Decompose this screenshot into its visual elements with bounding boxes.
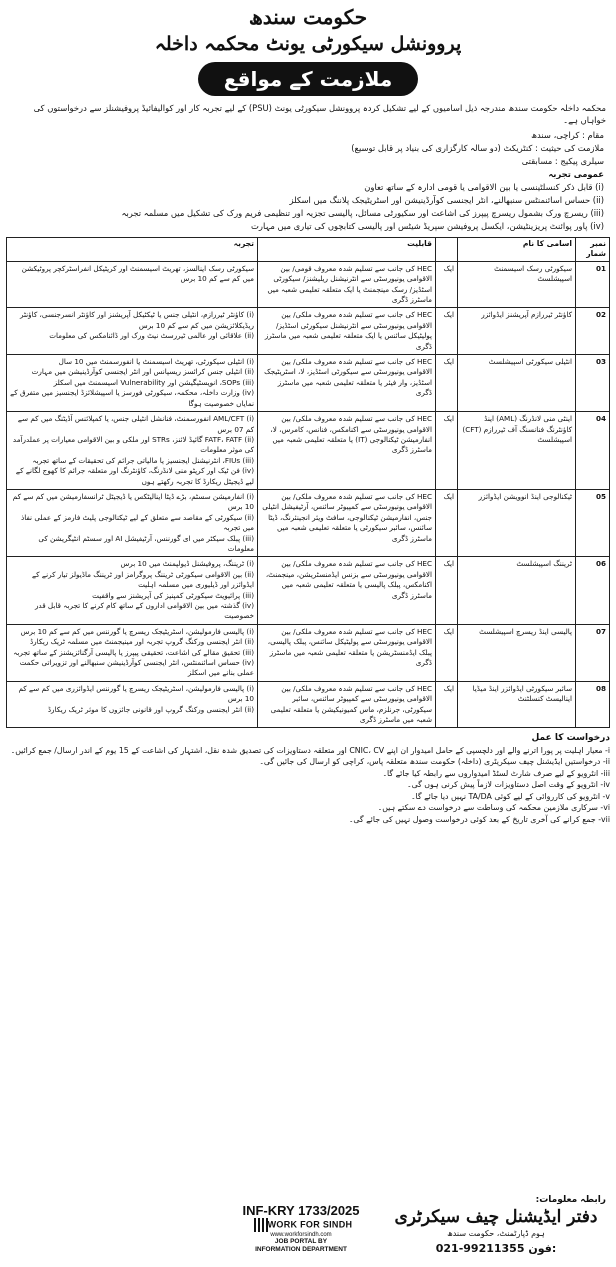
jobs-table [6,237,610,728]
row-post: ٹریننگ اسپیشلسٹ [458,557,576,624]
phone-label: فون: [528,1242,557,1255]
experience-line: (i) کاؤنٹر ٹیررازم، انٹیلی جنس یا ٹیکٹیکل آپریشنز اور کاؤنٹر انسرجنسی، کاؤنٹر ریڈیکلائزیشن میں کم سے کم 10 برس [20,310,254,330]
table-row [7,412,610,490]
job-portal-by: JOB PORTAL BY [274,1238,328,1245]
table-row [7,355,610,412]
job-salary: سیلری پیکیج : مسابقتی [521,156,604,166]
row-post: سیکورٹی رسک اسیسمنٹ اسپیشلسٹ [458,261,576,308]
row-count: ایک [436,412,458,490]
application-step: vii- جمع کرانے کی آخری تاریخ کے بعد کوئی درخواست وصول نہیں کی جائے گی۔ [348,814,610,824]
application-title: درخواست کا عمل [531,733,610,744]
government-title: حکومت سندھ [248,5,368,29]
row-experience [7,489,258,556]
row-qualification: HEC کی جانب سے تسلیم شدہ معروف قومی/ بین الاقوامی یونیورسٹی سے انٹرنیشنل ریلیشنز/ سیکورٹی اسٹڈیز/ رسک مینجمنٹ یا ایک متعلقہ تعلیمی شعبہ میں ماسٹرز ڈگری [258,261,436,308]
row-count: ایک [436,355,458,412]
application-step: vi- سرکاری ملازمین محکمہ کی وساطت سے درخواست دے سکتے ہیں۔ [377,803,610,813]
application-process [6,733,610,825]
contact-office: دفتر ایڈیشنل چیف سیکرٹری [394,1207,598,1227]
row-experience [7,412,258,490]
row-post: اینٹی منی لانڈرنگ (AML) اینڈ کاؤنٹرنگ فنانسنگ آف ٹیررازم (CFT) اسپیشلسٹ [458,412,576,490]
general-experience-1: (i) قابل ذکر کنسلٹینسی یا بین الاقوامی یا قومی ادارہ کے ساتھ تعاون [364,182,604,192]
experience-line: (ii) سیکورٹی کے مقاصد سے متعلق کے لیے ٹیکنالوجی پلیٹ فارمز کے عملی نفاذ میں تجربہ [21,512,254,533]
contact-label: رابطہ معلومات: [535,1195,606,1205]
application-step: i- معیار اہلیت پر پورا اترنے والے اور دلچسپی کے حامل امیدوار ان اپنے CNIC، CV اور متعلقہ دستاویزات کی تصدیق شدہ نقل، اشتہار کی اشاعت کے 15 یوم کے اندر ارسال/ جمع کرائیں۔ [10,745,610,755]
experience-line: (iii) SOPs، انویسٹیگیشن اور Vulnerability اسیسمنٹ میں اسکلز [53,377,254,387]
row-qualification: HEC کی جانب سے تسلیم شدہ معروف ملکی/ بین الاقوامی یونیورسٹی سے اکنامکس، فنانس، کامرس، لا، انفارمیشن ٹیکنالوجی (IT) یا متعلقہ تعلیمی شعبہ میں ماسٹرز ڈگری [258,412,436,490]
experience-line: (ii) علاقائی اور عالمی ٹیررسٹ نیٹ ورک اور ڈائنامکس کی معلومات [49,331,254,341]
row-count: ایک [436,681,458,728]
advertisement-page [6,4,610,1259]
header-count [436,238,458,262]
experience-line: (ii) انٹر ایجنسی ورکنگ گروپ اور قانونی جائزوں کا موثر ٹریک ریکارڈ [47,704,254,714]
header-num: نمبر شمار [576,238,610,262]
row-qualification: HEC کی جانب سے تسلیم شدہ معروف ملکی/ بین الاقوامی یونیورسٹی سے پولیٹیکل سائنس، پبلک پالیسی، پبلک ایڈمنسٹریشن یا متعلقہ تعلیمی شعبہ میں ماسٹرز ڈگری [258,624,436,681]
row-experience [7,308,258,355]
jobs-body [7,261,610,728]
information-department: INFORMATION DEPARTMENT [255,1245,347,1253]
table-row [7,308,610,355]
row-post: کاؤنٹر ٹیررازم آپریشنز ایڈوائزر [458,308,576,355]
experience-line: (ii) بین الاقوامی سیکورٹی ٹریننگ پروگرامز اور ٹریننگ ماڈیولز تیار کرنے کے ایڈوائزر اور ڈیلیوری میں مسلمہ اہلیت [31,569,254,590]
experience-line: (i) انفارمیشن سسٹم، بڑے ڈیٹا اینالیٹکس یا ڈیجیٹل ٹرانسفارمیشن میں کم سے کم 10 برس [12,491,254,512]
qr-code-icon [254,1218,268,1232]
experience-line: (iii) FIUs، انٹرنیشنل ایجنسیز یا مالیاتی جرائم کی تحقیقات کے ساتھ تجربہ [32,455,254,465]
row-experience [7,557,258,624]
experience-line: (iii) پرائیویٹ سیکورٹی کمپنیز کی آپریشنز سے واقفیت [92,590,254,600]
experience-line: (iv) فن ٹیک اور کرپٹو منی لانڈرنگ، کاؤنٹرنگ اور متعلقہ جرائم کا کھوج لگانے کے لیے ڈیجیٹل ریکارڈ کا تجربہ رکھتے ہوں [15,466,254,486]
inf-code: INF-KRY 1733/2025 [242,1203,360,1218]
row-num: 08 [576,681,610,728]
job-meta [6,129,604,233]
header-post: اسامی کا نام [458,238,576,262]
experience-line: سیکورٹی رسک اینالسز، تھریٹ اسیسمنٹ اور کریٹیکل انفراسٹرکچر پروٹیکشن میں کم سے کم 10 برس [21,263,254,284]
general-experience-title: عمومی تجربہ [548,169,604,179]
experience-line: (ii) انٹر ایجنسی ورکنگ گروپ تجربہ اور مینیجمنٹ میں مسلمہ ٹریک ریکارڈ [29,637,254,647]
intro-text: محکمہ داخلہ حکومت سندھ مندرجہ ذیل اسامیوں کے لیے تشکیل کردہ پروونشل سیکورٹی یونٹ (PSU) کے لیے تجربہ کار اور کوالیفائیڈ پروفیشنلز سے درخواستوں کی خواہاں ہے۔ [33,103,606,125]
row-num: 02 [576,308,610,355]
contact-block [386,1195,606,1255]
job-nature: ملازمت کی حیثیت : کنٹریکٹ (دو سالہ کارگزاری کی بنیاد پر قابل توسیع) [351,143,604,153]
header [6,4,610,102]
table-row [7,557,610,624]
experience-line: (i) پالیسی فارمولیشن، اسٹریٹیجک ریسرچ یا گورننس میں کم سے کم 10 برس [20,626,254,636]
row-qualification: HEC کی جانب سے تسلیم شدہ معروف ملکی/ بین الاقوامی یونیورسٹی سے بزنس ایڈمنسٹریشن، مینجمنٹ، اکنامکس، پبلک پالیسی یا متعلقہ تعلیمی شعبہ میں ماسٹرز ڈگری [258,557,436,624]
general-experience-3: (iii) ریسرچ ورک بشمول ریسرچ پیپرز کی اشاعت اور سکیورٹی مسائل، پالیسی تجزیہ اور تنظیمی فریم ورک کی تشکیل میں مسلمہ تجربہ [121,208,604,218]
row-count: ایک [436,557,458,624]
table-row [7,624,610,681]
row-qualification: HEC کی جانب سے تسلیم شدہ معروف ملکی/ بین الاقوامی یونیورسٹی سے کمپیوٹر سائنس، آرٹیفیشل انٹیلی جنس، انفارمیشن ٹیکنالوجی، سافٹ ویئر انجینئرنگ، ڈیٹا سائنس، سائبر سیکورٹی یا متعلقہ تعلیمی شعبہ میں ماسٹرز ڈگری [258,489,436,556]
experience-line: (iv) وزارت داخلہ، محکمہ، سیکورٹی فورسز یا اسپیشلائزڈ ایجنسیز میں متفرق کے نمایاں خصوصیت ہوگا [10,388,254,408]
application-step: v- انٹرویو کی کارروائی کے لیے کوئی TA/DA نہیں دیا جائے گا۔ [410,791,610,801]
row-count: ایک [436,261,458,308]
footer [6,1155,610,1259]
row-num: 04 [576,412,610,490]
row-num: 01 [576,261,610,308]
experience-line: (iii) پبلک سیکٹر میں ای گورننس، آرٹیفیشل AI اور سسٹم انٹیگریشن کی معلومات [38,533,254,553]
experience-line: (i) پالیسی فارمولیشن، اسٹریٹیجک ریسرچ یا گورننس ایڈوائزری میں کم سے کم 10 برس [18,683,254,704]
contact-department: ہوم ڈپارٹمنٹ، حکومت سندھ [447,1229,545,1238]
row-experience [7,624,258,681]
header-experience: تجربہ [7,238,258,262]
experience-line: (ii) انٹیلی جنس کرائسز ریسپانس اور انٹر ایجنسی کوآرڈینیشن میں مہارت [31,367,254,377]
general-experience-2: (ii) حساس اسائنمنٹس سنبھالنے، انٹر ایجنسی کوآرڈینیشن اور اسٹریٹیجک پلاننگ میں اسکلز [289,195,604,205]
row-count: ایک [436,624,458,681]
experience-line: (iv) گذشتہ میں بین الاقوامی اداروں کے ساتھ کام کرنے کا تجربہ قابل قدر خصوصیت [34,601,254,621]
experience-line: (iv) حساس اسائنمنٹس، انٹر ایجنسی کوآرڈینیشن سنبھالنے اور تزویراتی حکمت عملی بنانے میں اسکلز [19,658,254,678]
row-num: 06 [576,557,610,624]
application-step: iv- انٹرویو کے وقت اصل دستاویزات لازماً پیش کرنی ہوں گی۔ [407,780,610,790]
table-row [7,681,610,728]
row-post: ٹیکنالوجی اینڈ انوویشن ایڈوائزر [458,489,576,556]
phone-number: 021-99211355 [435,1242,525,1255]
row-num: 07 [576,624,610,681]
row-num: 05 [576,489,610,556]
jobs-banner: ملازمت کے مواقع [198,62,418,96]
application-step: iii- انٹرویو کے لیے صرف شارٹ لسٹڈ امیدواروں سے رابطہ کیا جائے گا۔ [382,768,610,778]
table-header-row [7,238,610,262]
row-num: 03 [576,355,610,412]
row-experience [7,355,258,412]
row-post: پالیسی اینڈ ریسرچ اسپیشلسٹ [458,624,576,681]
row-count: ایک [436,489,458,556]
work-for-sindh-url[interactable]: www.workforsindh.com [270,1232,332,1238]
experience-line: (ii) FATF، FATF گائیڈ لائنز، STRs اور ملکی و بین الاقوامی معیارات پر عملدرآمد کی موثر معلومات [12,434,254,455]
table-row [7,261,610,308]
information-department-block [241,1203,361,1253]
experience-line: (i) انٹیلی سیکورٹی، تھریٹ اسیسمنٹ یا انفورسمنٹ میں 10 سال [58,357,254,367]
experience-line: (iii) تحقیق مقالے کی اشاعت، تحقیقی پیپرز یا پالیسی آرگنائزیشنز کے ساتھ تجربہ [13,647,254,657]
department-title: پروونشل سیکورٹی یونٹ محکمہ داخلہ [154,33,462,55]
row-qualification: HEC کی جانب سے تسلیم شدہ معروف ملکی/ بین الاقوامی یونیورسٹی سے سیکورٹی اسٹڈیز، لا، اسٹریٹیجک اسٹڈیز، وار فیئر یا متعلقہ تعلیمی شعبہ میں ماسٹرز ڈگری [258,355,436,412]
row-experience [7,261,258,308]
general-experience-4: (iv) پاور پوائنٹ پریزینٹیشن، ایکسل پروفیشن سپریڈ شیٹس اور پالیسی کتابچوں کی تیاری میں مہارت [251,221,604,231]
row-experience [7,681,258,728]
row-post: انٹیلی سیکورٹی اسپیشلسٹ [458,355,576,412]
job-location: مقام : کراچی، سندھ [531,130,604,140]
application-step: ii- درخواستیں ایڈیشنل چیف سیکریٹری (داخلہ) حکومت سندھ متعلقہ پاس، کراچی کو ارسال کی جائیں گی۔ [259,757,610,767]
table-row [7,489,610,556]
experience-line: (i) ٹریننگ، پروفیشنل ڈیولپمنٹ میں 10 برس [120,559,254,569]
row-post: سائبر سیکورٹی ایڈوائزر اینڈ میڈیا اینالیسٹ کنسلٹنٹ [458,681,576,728]
experience-line: (i) AML/CFT انفورسمنٹ، فنانشل انٹیلی جنس، یا کمپلائنس آڈیٹنگ میں کم سے کم 07 برس [17,414,254,434]
row-count: ایک [436,308,458,355]
row-qualification: HEC کی جانب سے تسلیم شدہ معروف ملکی/ بین الاقوامی یونیورسٹی سے کمپیوٹر سائنس، سائبر سیکورٹی، جرنلزم، ماس کمیونیکیشن یا متعلقہ تعلیمی شعبہ میں ماسٹرز ڈگری [258,681,436,728]
work-for-sindh-logo: WORK FOR SINDH [267,1219,353,1230]
row-qualification: HEC کی جانب سے تسلیم شدہ معروف ملکی/ بین الاقوامی یونیورسٹی سے انٹرنیشنل سیکورٹی اسٹڈیز/ پولیٹیکل سائنس یا ایک متعلقہ تعلیمی شعبہ میں ماسٹرز ڈگری [258,308,436,355]
header-qualification: قابلیت [258,238,436,262]
